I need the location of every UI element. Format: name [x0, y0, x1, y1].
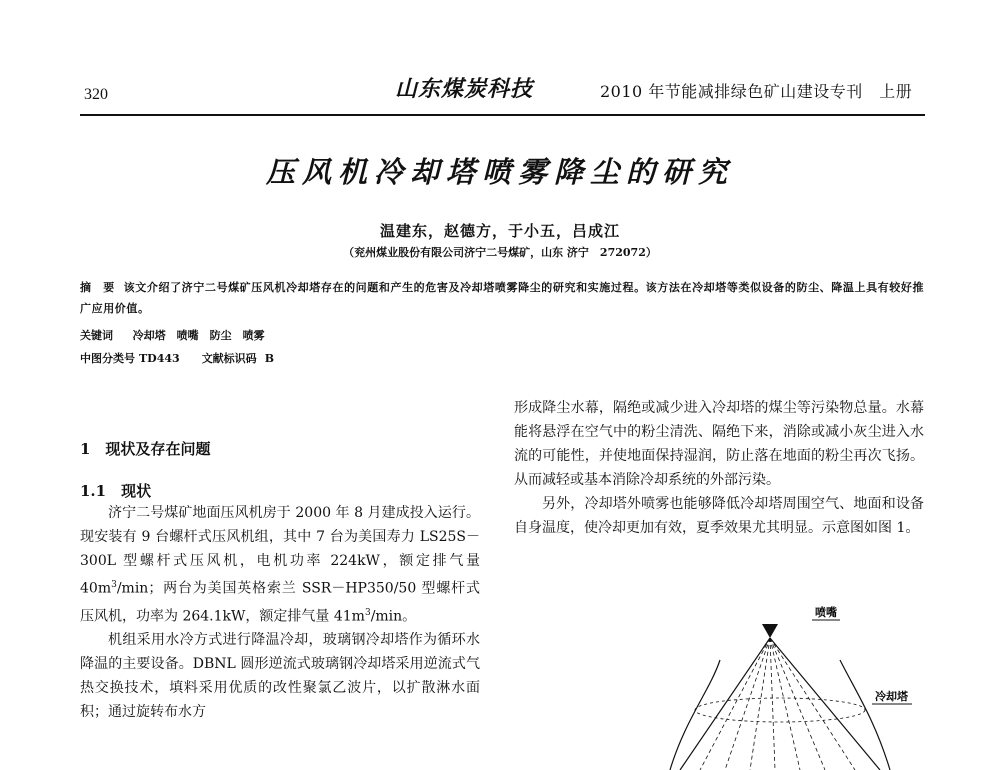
- left-paragraph-1: 济宁二号煤矿地面压风机房于 2000 年 8 月建成投入运行。现安装有 9 台螺杆式压风机组，其中 7 台为美国寿力 LS25S－300L 型螺杆式压风机，电机功率 224kW，额定排气量 $40m^3/\min$；两台为美国英格索兰 SSR－HP350/50 型螺杆式压风机，功率为 264.1kW，额定排气量 $41m^3/\min$。: [80, 505, 480, 625]
- page-number: 320: [84, 86, 108, 103]
- abstract: [80, 277, 925, 319]
- nozzle-label: 喷嘴: [815, 606, 837, 619]
- keywords-line: [80, 327, 265, 343]
- right-paragraph-1: 形成降尘水幕，隔绝或减少进入冷却塔的煤尘等污染物总量。水幕能将悬浮在空气中的粉尘清洗、隔绝下来，消除或减小灰尘进入水流的可能性，并使地面保持湿润，防止落在地面的粉尘再次飞扬。从而减轻或基本消除冷却系统的外部污染。: [514, 400, 924, 488]
- abstract-label: 摘 要: [80, 281, 115, 294]
- tower-label: 冷却塔: [875, 690, 908, 703]
- header-rule: [80, 114, 925, 116]
- spray-edge-left: [680, 638, 770, 770]
- clc-value: TD443: [139, 352, 180, 365]
- tower-outline-right: [840, 660, 890, 770]
- affiliation: （兖州煤业股份有限公司济宁二号煤矿，山东 济宁 272072）: [343, 246, 657, 259]
- issue-title: 2010 年节能减排绿色矿山建设专刊 上册: [600, 82, 913, 101]
- left-paragraph-2: 机组采用水冷方式进行降温冷却，玻璃钢冷却塔作为循环水降温的主要设备。DBNL 圆形逆流式玻璃钢冷却塔采用逆流式气热交换技术，填料采用优质的改性聚氯乙波片，以扩散淋水面积；通过旋转布水方: [80, 632, 480, 721]
- nozzle-icon: [762, 624, 778, 638]
- keywords-label: 关键词: [80, 329, 113, 342]
- journal-logo: 山东煤炭科技: [395, 76, 534, 102]
- keywords: 冷却塔 喷嘴 防尘 喷雾: [132, 329, 265, 342]
- classification-line: [80, 350, 296, 366]
- doc-code-value: B: [264, 352, 274, 365]
- clc-label: 中图分类号: [80, 352, 135, 365]
- right-paragraph-2: 另外，冷却塔外喷雾也能够降低冷却塔周围空气、地面和设备自身温度，使冷却更加有效，夏季效果尤其明显。示意图如图 1。: [514, 496, 924, 536]
- spray-tower-figure: [640, 600, 940, 770]
- spray-lines: [700, 638, 855, 770]
- section-1-1-heading: 1.1 现状: [80, 482, 152, 500]
- right-column-text: [514, 396, 924, 540]
- left-column-text: [80, 501, 480, 724]
- abstract-text: 该文介绍了济宁二号煤矿压风机冷却塔存在的问题和产生的危害及冷却塔喷雾降尘的研究和实施过程。该方法在冷却塔等类似设备的防尘、降温上具有较好推广应用价值。: [80, 281, 925, 315]
- authors: 温建东，赵德方，于小五，吕成江: [379, 222, 620, 240]
- doc-code-label: 文献标识码: [201, 352, 257, 365]
- article-title: 压风机冷却塔喷雾降尘的研究: [265, 155, 734, 189]
- section-1-heading: 1 现状及存在问题: [80, 440, 211, 458]
- tower-outline-left: [670, 660, 720, 770]
